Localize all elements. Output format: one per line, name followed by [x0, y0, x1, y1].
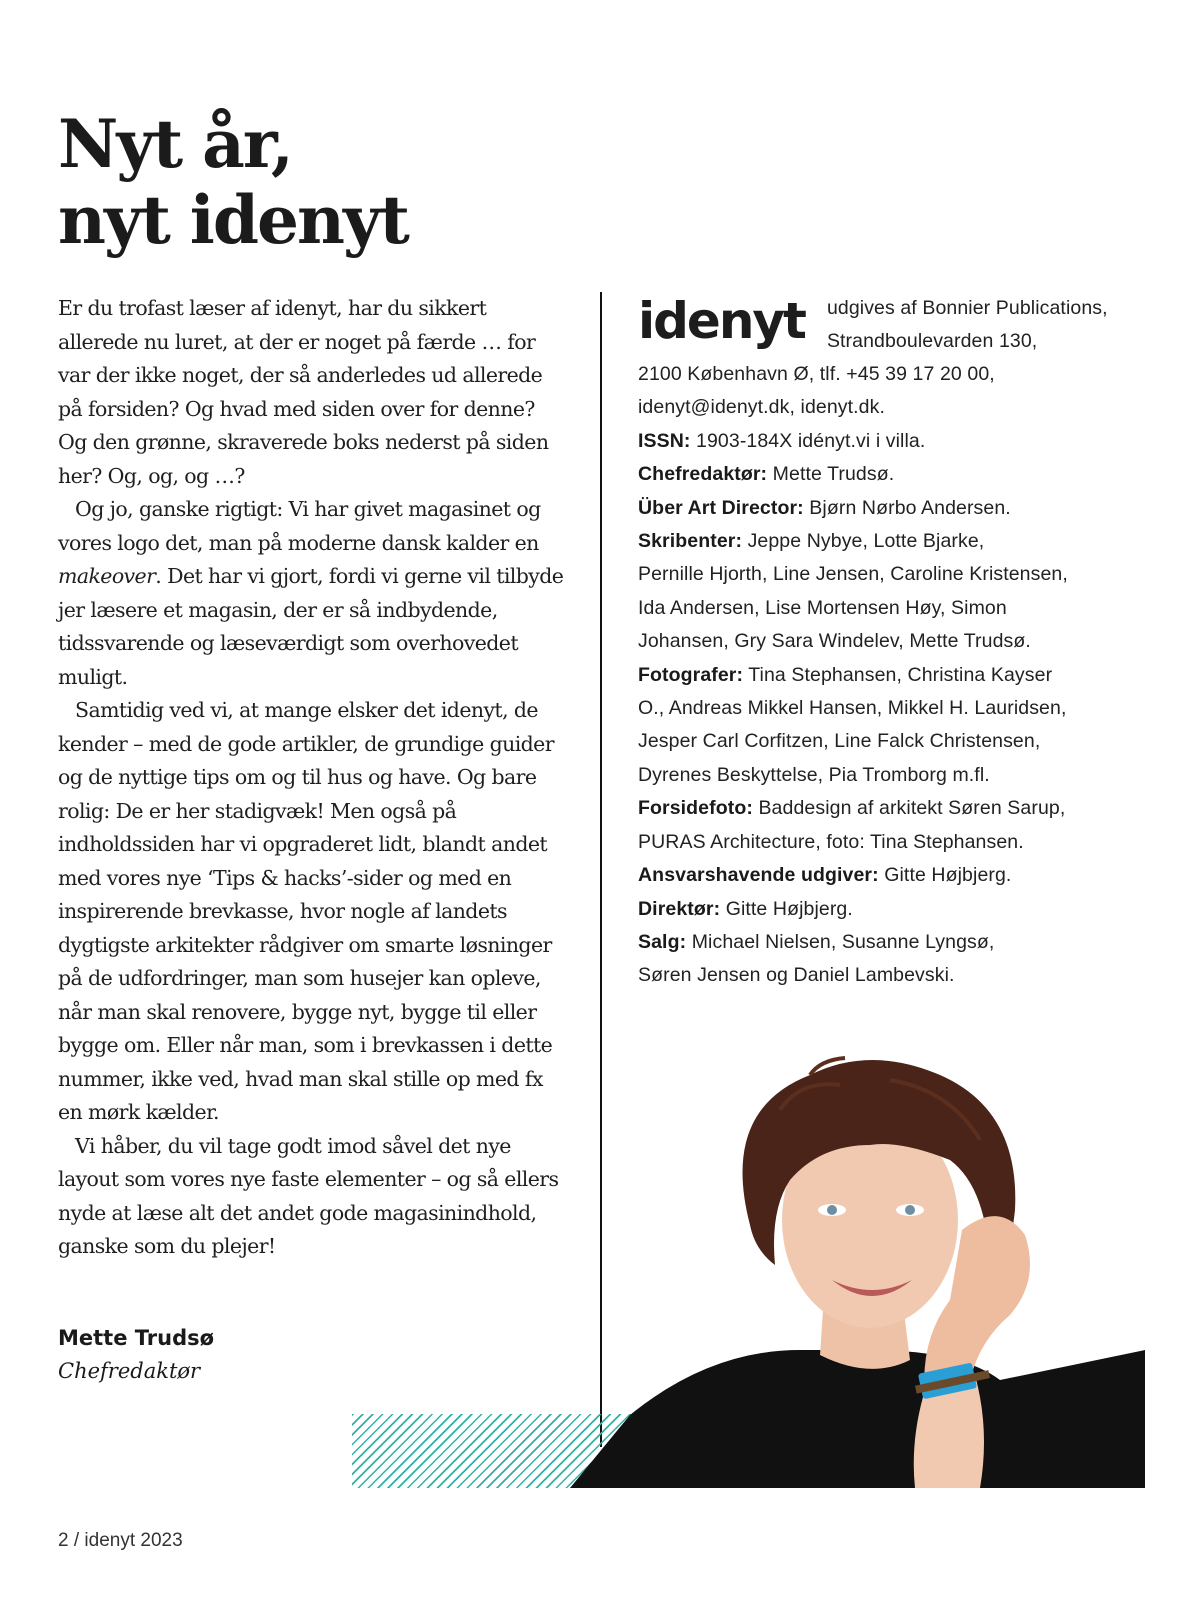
paragraph-4: Vi håber, du vil tage godt imod såvel det nye layout som vores nye faste elementer – og så ellers nyde at læse alt det andet gode magasinindhold, ganske som du plejer!: [58, 1133, 559, 1258]
issn-value: 1903-184X idényt.vi i villa.: [690, 429, 926, 452]
makeover-italic: makeover: [58, 564, 156, 588]
responsible-publisher-line: [638, 859, 1158, 892]
paragraph-2: [58, 493, 568, 694]
headline: [58, 106, 408, 258]
paragraph-3: Samtidig ved vi, at mange elsker det idenyt, de kender – med de gode artikler, de grundige guider og de nyttige tips om og til hus og have. Og bare rolig: De er her stadigvæk! Men også på indholdssiden har vi opgraderet lidt, blandt andet med vores nye ‘Tips & hacks’-sider og med en inspirerende brevkasse, hvor nogle af landets dygtigste arkitekter rådgiver om smarte løsninger på de udfordringer, man som husejer kan opleve, når man skal renovere, bygge nyt, bygge til eller bygge om. Eller når man, som i brevkassen i dette nummer, ikke ved, hvad man skal stille op med fx en mørk kælder.: [58, 698, 554, 1124]
shirt: [570, 1350, 1145, 1488]
director-value: Gitte Højbjerg.: [720, 897, 853, 920]
headline-line-2: nyt idenyt: [58, 181, 408, 259]
photographers-value-1: Tina Stephansen, Christina Kayser: [743, 663, 1053, 686]
logo-row: [638, 292, 1158, 358]
colophon: [638, 292, 1158, 993]
cover-photo-label: Forsidefoto:: [638, 797, 753, 820]
contact-line: idenyt@idenyt.dk, idenyt.dk.: [638, 396, 885, 419]
director-line: [638, 893, 1158, 926]
cover-photo-line-1: [638, 792, 1158, 825]
left-iris: [827, 1205, 837, 1215]
publisher-lines: [827, 292, 1108, 359]
address-line: 2100 København Ø, tlf. +45 39 17 20 00,: [638, 363, 995, 385]
editor-line: [638, 458, 1158, 491]
responsible-publisher-label: Ansvarshavende udgiver:: [638, 864, 879, 887]
publisher-line-1: udgives af Bonnier Publications,: [826, 297, 1108, 319]
headline-line-1: Nyt år,: [58, 105, 292, 183]
publisher-line-2: Strandboulevarden 130,: [826, 330, 1038, 353]
sales-value-1: Michael Nielsen, Susanne Lyngsø,: [686, 930, 995, 953]
editorial-body: [58, 292, 568, 1264]
art-director-value: Bjørn Nørbo Andersen.: [803, 496, 1011, 519]
signature-title: Chefredaktør: [58, 1359, 201, 1383]
cover-photo-value-1: Baddesign af arkitekt Søren Sarup,: [752, 797, 1066, 820]
responsible-publisher-value: Gitte Højbjerg.: [878, 864, 1012, 887]
art-director-label: Über Art Director:: [638, 496, 804, 519]
editor-portrait-photo: [570, 1050, 1145, 1488]
writers-line-1: [638, 525, 1158, 558]
photographers-line-3: Jesper Carl Corfitzen, Line Falck Christensen,: [638, 730, 1041, 753]
photographers-label: Fotografer:: [638, 663, 744, 686]
cover-photo-line-2: PURAS Architecture, foto: Tina Stephansen.: [638, 830, 1024, 853]
editor-label: Chefredaktør:: [638, 463, 768, 486]
editor-value: Mette Trudsø.: [767, 463, 895, 486]
idenyt-logo: idenyt: [638, 292, 805, 350]
issn-line: [638, 425, 1158, 458]
right-iris: [905, 1205, 915, 1215]
sales-label: Salg:: [638, 930, 687, 953]
page-footer: 2 / idenyt 2023: [58, 1530, 183, 1551]
paragraph-2-start: Og jo, ganske rigtigt: Vi har givet magasinet og vores logo det, man på moderne dansk kalder en: [58, 497, 541, 555]
paragraph-1: Er du trofast læser af idenyt, har du sikkert allerede nu luret, at der er noget på færde … for var der ikke noget, der så anderledes ud allerede på forsiden? Og hvad med siden over for denne? Og den grønne, skraverede boks nederst på siden her? Og, og, og …?: [58, 296, 549, 488]
photographers-line-2: O., Andreas Mikkel Hansen, Mikkel H. Lauridsen,: [638, 697, 1067, 720]
writers-value-1: Jeppe Nybye, Lotte Bjarke,: [742, 530, 985, 553]
photographers-line-4: Dyrenes Beskyttelse, Pia Tromborg m.fl.: [638, 763, 990, 786]
writers-label: Skribenter:: [638, 530, 743, 553]
paragraph-2-end: . Det har vi gjort, fordi vi gerne vil tilbyde jer læsere et magasin, der er så indbydende, tidssvarende og læseværdigt som overhovedet muligt.: [58, 564, 564, 689]
writers-line-4: Johansen, Gry Sara Windelev, Mette Trudsø.: [638, 630, 1031, 653]
writers-line-3: Ida Andersen, Lise Mortensen Høy, Simon: [638, 596, 1007, 619]
writers-line-2: Pernille Hjorth, Line Jensen, Caroline Kristensen,: [638, 563, 1068, 586]
art-director-line: [638, 492, 1158, 525]
signature-name: Mette Trudsø: [58, 1326, 215, 1350]
photographers-line-1: [638, 659, 1158, 692]
sales-line-2: Søren Jensen og Daniel Lambevski.: [638, 964, 955, 987]
sales-line-1: [638, 926, 1158, 959]
signature: [58, 1322, 214, 1388]
director-label: Direktør:: [638, 897, 721, 920]
issn-label: ISSN:: [638, 429, 691, 452]
